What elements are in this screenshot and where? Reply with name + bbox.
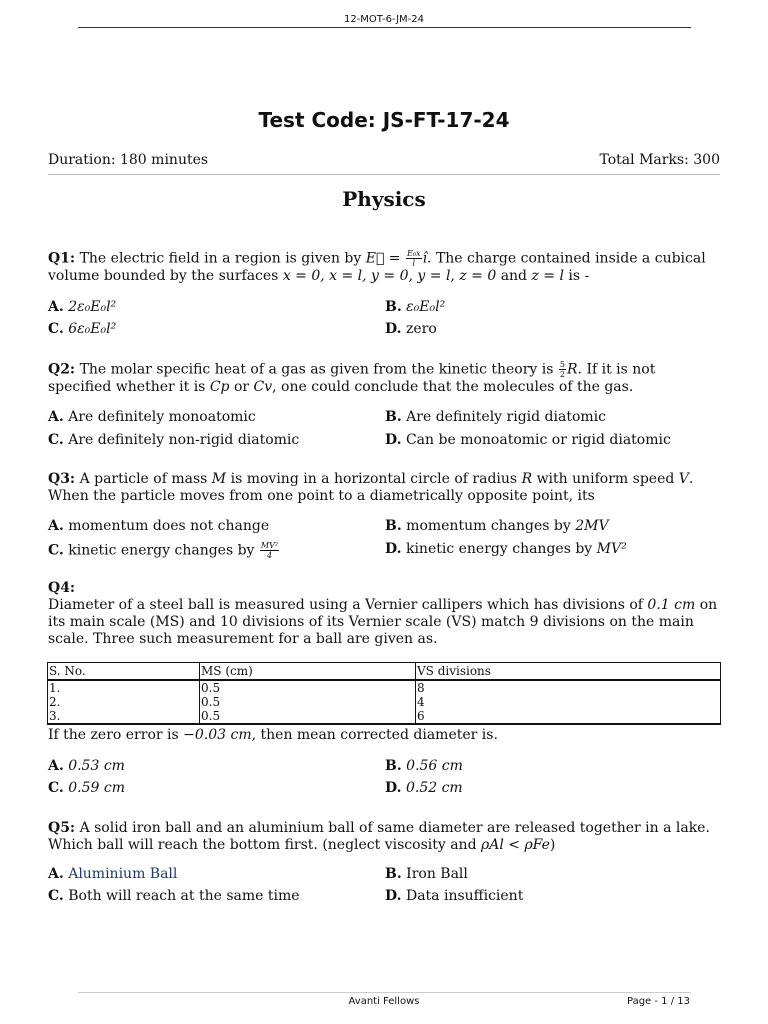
question-3: Q3: A particle of mass M is moving in a horizontal circle of radius R with uniform speed V. When the particle moves from one point to a diametrically opposite point, its: [48, 471, 694, 504]
vernier-table: [47, 662, 721, 725]
table-cell: 1.: [48, 680, 200, 695]
option-c[interactable]: C. Are definitely non-rigid diatomic: [48, 432, 300, 448]
option-d[interactable]: D. Can be monoatomic or rigid diatomic: [385, 432, 671, 448]
test-code-title: Test Code: JS-FT-17-24: [258, 108, 510, 132]
option-d[interactable]: D. kinetic energy changes by MV²: [385, 541, 627, 557]
table-header-row: [48, 663, 721, 681]
field-fraction: $\frac{\text{E₀x}}{l}$: [407, 249, 421, 268]
table-row: [48, 695, 721, 709]
question-number: Q5:: [48, 820, 76, 836]
question-number: Q2:: [48, 361, 76, 378]
question-number: Q1:: [48, 250, 76, 267]
table-header: VS divisions: [416, 663, 721, 681]
header-code: 12-MOT-6-JM-24: [343, 14, 425, 25]
page-number: Page - 1 / 13: [627, 996, 690, 1007]
table-cell: 8: [416, 680, 721, 695]
option-c[interactable]: C. 0.59 cm: [48, 780, 125, 796]
option-a[interactable]: A. Are definitely monoatomic: [48, 409, 256, 425]
question-1: Q1: The electric field in a region is given by E⃗ = $\frac{\text{E₀x}}{l}$ î. The charge contained inside a cubical volume bounded by the surfaces x = 0, x = l, y = 0, y = l, z = 0 and z = l is -: [48, 249, 706, 284]
table-header: S. No.: [48, 663, 200, 681]
ke-fraction: $\frac{\text{MV²}}{4}$: [260, 541, 279, 560]
table-cell: 2.: [48, 695, 200, 709]
option-a[interactable]: A. momentum does not change: [48, 518, 270, 534]
question-number: Q3:: [48, 471, 76, 487]
specific-heat-fraction: $\frac{5}{2}$: [559, 360, 565, 379]
table-cell: 4: [416, 695, 721, 709]
table-cell: 0.5: [200, 695, 416, 709]
option-d[interactable]: D. zero: [385, 321, 437, 337]
question-2: Q2: The molar specific heat of a gas as given from the kinetic theory is $\frac{5}{2}$ R. If it is not specified whether it is Cp or Cv, one could conclude that the molecules of the gas.: [48, 360, 656, 395]
table-row: [48, 680, 721, 695]
footer-divider: [78, 992, 691, 993]
option-c[interactable]: C. 6ε₀E₀l²: [48, 321, 117, 337]
table-row: [48, 709, 721, 724]
option-b[interactable]: B. Are definitely rigid diatomic: [385, 409, 606, 425]
field-vector: E⃗ =: [365, 250, 401, 267]
option-a[interactable]: A. 2ε₀E₀l²: [48, 299, 117, 315]
total-marks: Total Marks: 300: [599, 152, 720, 168]
option-c[interactable]: C. Both will reach at the same time: [48, 888, 300, 904]
table-header: MS (cm): [200, 663, 416, 681]
table-cell: 0.5: [200, 680, 416, 695]
test-meta: [48, 152, 720, 172]
option-c[interactable]: C. kinetic energy changes by $\frac{\text{MV²}}{4}$: [48, 541, 279, 560]
table-cell: 6: [416, 709, 721, 724]
table-cell: 3.: [48, 709, 200, 724]
question-number: Q4:: [48, 580, 76, 596]
question-4: Q4: Diameter of a steel ball is measured using a Vernier callipers which has divisions of 0.1 cm on its main scale (MS) and 10 divisions of its Vernier scale (VS) match 9 divisions on the main scale. Three such measurement for a ball are given as.: [48, 580, 718, 647]
option-a[interactable]: A. 0.53 cm: [48, 758, 125, 774]
option-d[interactable]: D. 0.52 cm: [385, 780, 463, 796]
meta-divider: [48, 174, 720, 175]
option-b[interactable]: B. 0.56 cm: [385, 758, 463, 774]
header-divider: [78, 27, 691, 28]
option-b[interactable]: B. Iron Ball: [385, 866, 468, 882]
option-a[interactable]: A. Aluminium Ball: [48, 866, 178, 882]
option-d[interactable]: D. Data insufficient: [385, 888, 524, 904]
question-5: Q5: A solid iron ball and an aluminium ball of same diameter are released together in a lake. Which ball will reach the bottom first. (neglect viscosity and ρAl < ρFe): [48, 820, 710, 853]
duration: Duration: 180 minutes: [48, 152, 209, 168]
footer-org: Avanti Fellows: [348, 996, 420, 1007]
zero-error-text: If the zero error is −0.03 cm, then mean corrected diameter is.: [48, 727, 498, 743]
table-cell: 0.5: [200, 709, 416, 724]
option-b[interactable]: B. ε₀E₀l²: [385, 299, 446, 315]
option-b[interactable]: B. momentum changes by 2MV: [385, 518, 609, 534]
subject-heading: Physics: [342, 187, 426, 211]
